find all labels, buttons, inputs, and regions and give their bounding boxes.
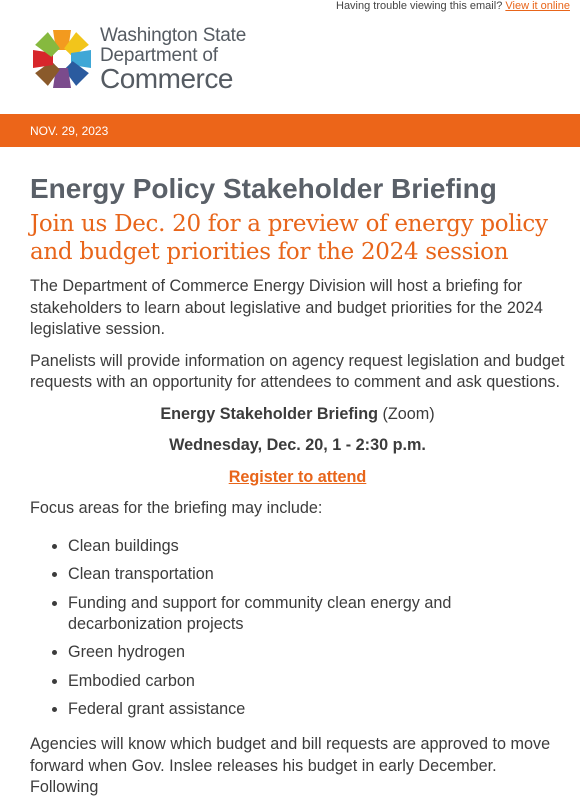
logo-line-2: Department of <box>100 45 218 66</box>
focus-list <box>30 536 565 721</box>
list-item: • Clean transportation <box>68 564 565 585</box>
logo-wordmark <box>100 24 246 93</box>
publish-date: NOV. 29, 2023 <box>30 124 109 138</box>
closing-paragraph: Agencies will know which budget and bill requests are approved to move forward when Gov. Inslee releases his budget in early December. Following <box>30 735 551 796</box>
list-item: • Clean buildings <box>68 536 565 557</box>
logo-line-3: Commerce <box>100 63 233 94</box>
article-body <box>30 170 565 799</box>
list-item: • Federal grant assistance <box>68 699 565 720</box>
list-item: • Embodied carbon <box>68 671 565 692</box>
date-bar <box>0 114 580 147</box>
event-title <box>30 404 565 426</box>
preheader <box>336 0 570 12</box>
commerce-logo[interactable] <box>30 24 246 93</box>
panelists-paragraph: Panelists will provide information on agency request legislation and budget requests with an opportunity for attendees to comment and ask questions. <box>30 351 565 391</box>
preheader-text: Having trouble viewing this email? <box>336 0 503 12</box>
list-item: • Green hydrogen <box>68 642 565 663</box>
event-date-time: Wednesday, Dec. 20, 1 - 2:30 p.m. <box>169 436 426 454</box>
commerce-star-logo-icon <box>30 27 94 91</box>
article-title: Energy Policy Stakeholder Briefing <box>30 173 497 204</box>
event-name: Energy Stakeholder Briefing <box>160 404 379 423</box>
logo-line-1: Washington State <box>100 25 247 46</box>
intro-paragraph: The Department of Commerce Energy Division will host a briefing for stakeholders to learn about legislative and budget priorities for the 2024 legislative session. <box>30 277 543 338</box>
article-subtitle: Join us Dec. 20 for a preview of energy policy and budget priorities for the 2024 session <box>30 211 548 265</box>
register-link[interactable]: Register to attend <box>228 467 367 486</box>
register-row <box>30 467 565 489</box>
list-item: • Funding and support for community clean energy and decarbonization projects <box>68 593 565 635</box>
focus-intro: Focus areas for the briefing may include: <box>30 499 323 517</box>
event-format: (Zoom) <box>378 404 435 423</box>
view-online-link[interactable]: View it online <box>505 0 570 12</box>
